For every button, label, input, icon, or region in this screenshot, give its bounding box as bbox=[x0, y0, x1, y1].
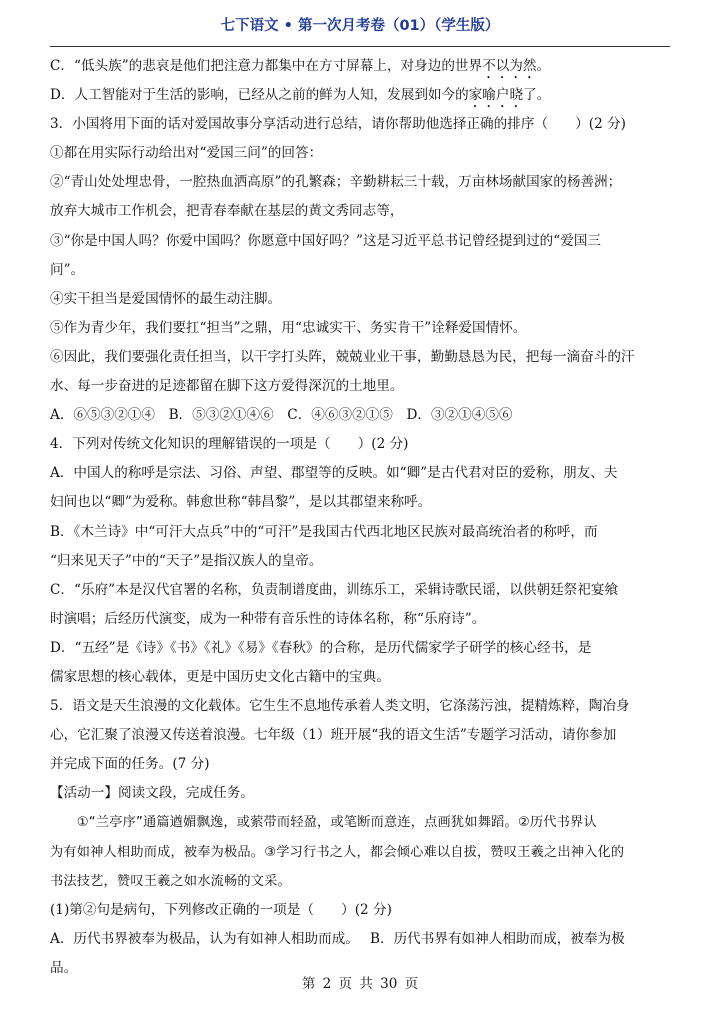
text-segment: 了。 bbox=[523, 87, 551, 104]
page-number: 第 2 页 共 30 页 bbox=[301, 976, 419, 992]
text-line: ④实干担当是爱国情怀的最生动注脚。 bbox=[50, 290, 282, 307]
text-line: 水、每一步奋进的足迹都留在脚下这方爱得深沉的土地里。 bbox=[50, 378, 404, 395]
question-line: 心，它汇聚了浪漫又传送着浪漫。七年级（1）班开展“我的语文生活”专题学习活动，请你参加 bbox=[50, 727, 617, 744]
option-line: 时演唱；后经历代演变，成为一种带有音乐性的诗体名称，称“乐府诗”。 bbox=[50, 610, 486, 627]
options-line: A．⑥⑤③②①④ B．⑤③②①④⑥ C．④⑥③②①⑤ D．③②①④⑤⑥ bbox=[50, 407, 513, 424]
passage-line: 为有如神人相助而成，被奉为极品。③学习行书之人，都会倾心难以自拔，赞叹王羲之出神入化的 bbox=[50, 844, 625, 860]
option-line bbox=[50, 81, 672, 110]
text-line: ②“青山处处埋忠骨，一腔热血洒高原”的孔繁森；辛勤耕耘三十载，万亩林场献国家的杨善洲； bbox=[50, 174, 622, 191]
text-segment: 。 bbox=[536, 58, 551, 74]
option-line: 妇间也以“卿”为爱称。韩愈世称“韩昌黎”，是以其郡望来称呼。 bbox=[50, 494, 432, 511]
passage-line: 书法技艺，赞叹王羲之如水流畅的文采。 bbox=[50, 873, 291, 889]
document-body bbox=[50, 52, 672, 983]
text-line: 放弃大城市工作机会，把青春奉献在基层的黄文秀同志等， bbox=[50, 203, 404, 220]
option-line: B．《木兰诗》中“可汗大点兵”中的“可汗”是我国古代西北地区民族对最高统治者的称呼，而 bbox=[50, 523, 598, 540]
option-line bbox=[50, 52, 672, 81]
emphasized-text: 不以为然 bbox=[482, 58, 537, 74]
option-line: A．中国人的称呼是宗法、习俗、声望、郡望等的反映。如“卿”是古代君对臣的爱称，朋友、夫 bbox=[50, 465, 618, 482]
option-line: A．历代书界被奉为极品，认为有如神人相助而成。 B．历代书界有如神人相助而成，被奉为极 bbox=[50, 930, 625, 947]
question-line: 3．小国将用下面的话对爱国故事分享活动进行总结，请你帮助他选择正确的排序（ ）(2 分) bbox=[50, 116, 626, 133]
text-line: ③“你是中国人吗？你爱中国吗？你愿意中国好吗？”这是习近平总书记曾经提到过的“爱国三 bbox=[50, 232, 602, 249]
option-line: D．“五经”是《诗》《书》《礼》《易》《春秋》的合称，是历代儒家学子研学的核心经书，是 bbox=[50, 639, 592, 656]
question-line: 并完成下面的任务。(7 分) bbox=[50, 756, 210, 773]
question-line: 5．语文是天生浪漫的文化载体。它生生不息地传承着人类文明，它涤荡污浊，提精炼粹，陶冶身 bbox=[50, 698, 630, 715]
page-header-title: 七下语文 • 第一次月考卷（01）（学生版） bbox=[220, 18, 500, 34]
passage-line: ①“兰亭序”通篇遒媚飘逸，或萦带而轻盈，或笔断而意连，点画犹如舞蹈。②历代书界认 bbox=[50, 815, 597, 831]
question-line: (1)第②句是病句，下列修改正确的一项是（ ）(2 分) bbox=[50, 901, 392, 918]
option-line: “归来见天子”中的“天子”是指汉族人的皇帝。 bbox=[50, 552, 323, 569]
emphasized-text: 家喻户晓 bbox=[468, 87, 524, 104]
activity-heading: 【活动一】阅读文段，完成任务。 bbox=[50, 785, 254, 802]
text-line: 问”。 bbox=[50, 261, 85, 278]
text-segment: D．人工智能对于生活的影响，已经从之前的鲜为人知，发展到如今的 bbox=[50, 87, 469, 104]
text-line: ①都在用实际行动给出对“爱国三问”的回答： bbox=[50, 145, 323, 162]
text-line: ⑤作为青少年，我们要扛“担当”之鼎，用“忠诚实干、务实肯干”诠释爱国情怀。 bbox=[50, 319, 527, 336]
text-line: ⑥因此，我们要强化责任担当，以干字打头阵，兢兢业业干事，勤勤恳恳为民，把每一滴奋斗的汗 bbox=[50, 348, 635, 365]
text-segment: C．“低头族”的悲哀是他们把注意力都集中在方寸屏幕上，对身边的世界 bbox=[50, 58, 483, 74]
option-line: 儒家思想的核心载体，更是中国历史文化古籍中的宝典。 bbox=[50, 668, 390, 685]
option-line: C．“乐府”本是汉代官署的名称，负责制谱度曲，训练乐工，采辑诗歌民谣，以供朝廷祭祀宴飨 bbox=[50, 581, 619, 598]
question-line: 4．下列对传统文化知识的理解错误的一项是（ ）(2 分) bbox=[50, 436, 409, 453]
header-divider bbox=[50, 46, 670, 47]
option-line: 品。 bbox=[50, 959, 78, 976]
